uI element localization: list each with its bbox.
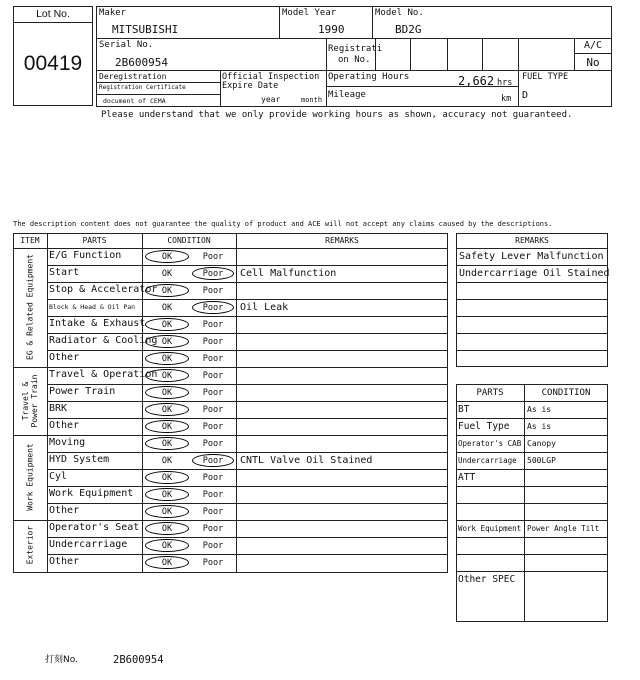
ok-option: OK [161, 490, 173, 500]
km-unit: km [501, 94, 512, 104]
poor-option: Poor [202, 388, 224, 398]
part-name: E/G Function [49, 250, 122, 261]
parts-box-condition: Canopy [527, 439, 556, 448]
part-name: Start [49, 267, 80, 278]
deregistration-label: Deregistration [99, 72, 167, 81]
ok-selected-marker [145, 420, 189, 433]
inspection-label-1: Official Inspection [222, 72, 320, 82]
poor-selected-marker [192, 267, 234, 280]
parts-box-condition: As is [527, 422, 552, 431]
part-name: Work Equipment [49, 488, 134, 499]
lot-label: Lot No. [36, 8, 70, 20]
part-name: HYD System [49, 454, 110, 465]
remark-text: Oil Leak [240, 302, 289, 313]
item-group-label: Exterior [25, 525, 34, 564]
ok-option: OK [161, 422, 173, 432]
ok-option: OK [161, 507, 173, 517]
operating-hours-label: Operating Hours [328, 72, 410, 82]
remarks-header: REMARKS [325, 236, 359, 245]
parts-box-condition: As is [527, 405, 552, 414]
poor-option: Poor [202, 507, 224, 517]
table-row [47, 503, 448, 520]
item-group-label: Work Equipment [25, 442, 34, 511]
fuel-type-value: D [522, 90, 529, 101]
parts-box-header-parts: PARTS [476, 388, 504, 398]
ok-option: OK [161, 286, 173, 296]
ok-option: OK [161, 541, 173, 551]
poor-option: Poor [202, 541, 224, 551]
poor-option: Poor [202, 558, 224, 568]
remark-text: Cell Malfunction [240, 268, 337, 279]
hrs-unit: hrs [497, 78, 513, 88]
parts-box-part: Operator's CAB [458, 439, 522, 448]
reg-certificate-label: Registration Certificate [99, 84, 186, 91]
ok-selected-marker [145, 335, 189, 348]
registration-label-2: on No. [338, 55, 371, 65]
ok-selected-marker [145, 318, 189, 331]
poor-option: Poor [202, 473, 224, 483]
ok-option: OK [161, 269, 173, 279]
part-name: Stop & Accelerator [49, 284, 158, 295]
poor-option: Poor [202, 269, 224, 279]
ok-selected-marker [145, 556, 189, 569]
poor-option: Poor [202, 320, 224, 330]
stamp-number-value: 2B600954 [113, 654, 164, 666]
stamp-number-label: 打刻No. [45, 655, 78, 665]
parts-box-condition: Power Angle Tilt [527, 524, 600, 533]
ok-option: OK [161, 558, 173, 568]
item-group-label: Travel & Power Train [21, 374, 39, 428]
disclaimer-text: The description content does not guarantee the quality of product and ACE will not accept any claims caused by the descriptions. [13, 220, 553, 228]
ac-label: A/C [583, 40, 603, 51]
ok-selected-marker [145, 522, 189, 535]
part-name: Other [49, 420, 80, 431]
ok-option: OK [161, 388, 173, 398]
poor-option: Poor [202, 524, 224, 534]
ok-selected-marker [145, 284, 189, 297]
ok-selected-marker [145, 250, 189, 263]
parts-box-condition: 500LGP [527, 456, 556, 465]
part-name: Cyl [49, 471, 68, 482]
part-name: Other [49, 505, 80, 516]
ok-option: OK [161, 320, 173, 330]
poor-option: Poor [202, 405, 224, 415]
poor-selected-marker [192, 454, 234, 467]
parts-box-part: Fuel Type [458, 421, 510, 432]
part-name: Undercarriage [49, 539, 128, 550]
item-group-label: EG & Related Equipment [25, 253, 34, 360]
mileage-label: Mileage [328, 90, 366, 100]
poor-option: Poor [202, 371, 224, 381]
parts-box-part: ATT [458, 472, 476, 483]
parts-box-part: Other SPEC [458, 574, 516, 585]
model-no-label: Model No. [375, 8, 424, 18]
ok-selected-marker [145, 488, 189, 501]
model-year-value: 1990 [318, 23, 345, 36]
part-name: Operator's Seat [49, 522, 140, 533]
cema-label: document of CEMA [103, 97, 166, 105]
remark-line: Safety Lever Malfunction [459, 251, 604, 262]
ok-selected-marker [145, 539, 189, 552]
month-label: month [301, 96, 323, 104]
table-row [47, 435, 448, 452]
poor-option: Poor [202, 456, 224, 466]
part-name: Travel & Operation [49, 369, 158, 380]
poor-option: Poor [202, 337, 224, 347]
ok-option: OK [161, 405, 173, 415]
table-row [47, 469, 448, 486]
part-name: BRK [49, 403, 68, 414]
remark-line: Undercarriage Oil Stained [459, 268, 610, 279]
poor-option: Poor [202, 252, 224, 262]
ok-selected-marker [145, 403, 189, 416]
model-no-value: BD2G [395, 23, 422, 36]
parts-box-header-condition: CONDITION [541, 388, 591, 398]
table-row [47, 401, 448, 418]
ok-option: OK [161, 524, 173, 534]
parts-box-part: Undercarriage [458, 456, 517, 465]
part-name: Other [49, 556, 80, 567]
remarks-box-header: REMARKS [515, 236, 549, 245]
ok-option: OK [161, 439, 173, 449]
part-name: Power Train [49, 386, 116, 397]
ok-option: OK [161, 303, 173, 313]
serial-label: Serial No. [99, 40, 154, 50]
ok-selected-marker [145, 437, 189, 450]
ok-option: OK [161, 252, 173, 262]
lot-number: 00419 [23, 52, 83, 75]
ok-option: OK [161, 354, 173, 364]
ok-selected-marker [145, 369, 189, 382]
poor-option: Poor [202, 490, 224, 500]
serial-value: 2B600954 [115, 56, 168, 69]
ok-option: OK [161, 337, 173, 347]
table-row [47, 554, 448, 571]
ok-selected-marker [145, 471, 189, 484]
parts-header: PARTS [82, 236, 107, 245]
item-header: ITEM [20, 236, 40, 245]
inspection-label-2: Expire Date [222, 81, 279, 91]
part-name: Radiator & Cooling [49, 335, 158, 346]
poor-option: Poor [202, 439, 224, 449]
year-label: year [261, 95, 281, 104]
fuel-type-label: FUEL TYPE [522, 72, 569, 82]
poor-option: Poor [202, 286, 224, 296]
condition-header: CONDITION [167, 236, 211, 245]
ok-option: OK [161, 473, 173, 483]
table-row [47, 418, 448, 435]
ok-selected-marker [145, 505, 189, 518]
ok-option: OK [161, 456, 173, 466]
table-row [47, 350, 448, 367]
remark-text: CNTL Valve Oil Stained [240, 455, 373, 466]
ok-option: OK [161, 371, 173, 381]
part-name: Moving [49, 437, 86, 448]
part-name: Other [49, 352, 80, 363]
registration-label-1: Registrati [328, 44, 383, 54]
maker-value: MITSUBISHI [112, 23, 179, 36]
operating-hours-value: 2,662 [458, 74, 495, 88]
poor-option: Poor [202, 303, 224, 313]
parts-box-part: BT [458, 404, 470, 415]
hours-note: Please understand that we only provide working hours as shown, accuracy not guaranteed. [101, 110, 573, 120]
part-name: Intake & Exhaust [49, 318, 146, 329]
part-name: Block & Head & Oil Pan [49, 303, 136, 311]
ok-selected-marker [145, 386, 189, 399]
parts-box-part: Work Equipment [458, 524, 522, 533]
ac-value: No [586, 56, 600, 69]
poor-option: Poor [202, 422, 224, 432]
poor-option: Poor [202, 354, 224, 364]
maker-label: Maker [99, 8, 127, 18]
model-year-label: Model Year [282, 8, 337, 18]
poor-selected-marker [192, 301, 234, 314]
ok-selected-marker [145, 352, 189, 365]
